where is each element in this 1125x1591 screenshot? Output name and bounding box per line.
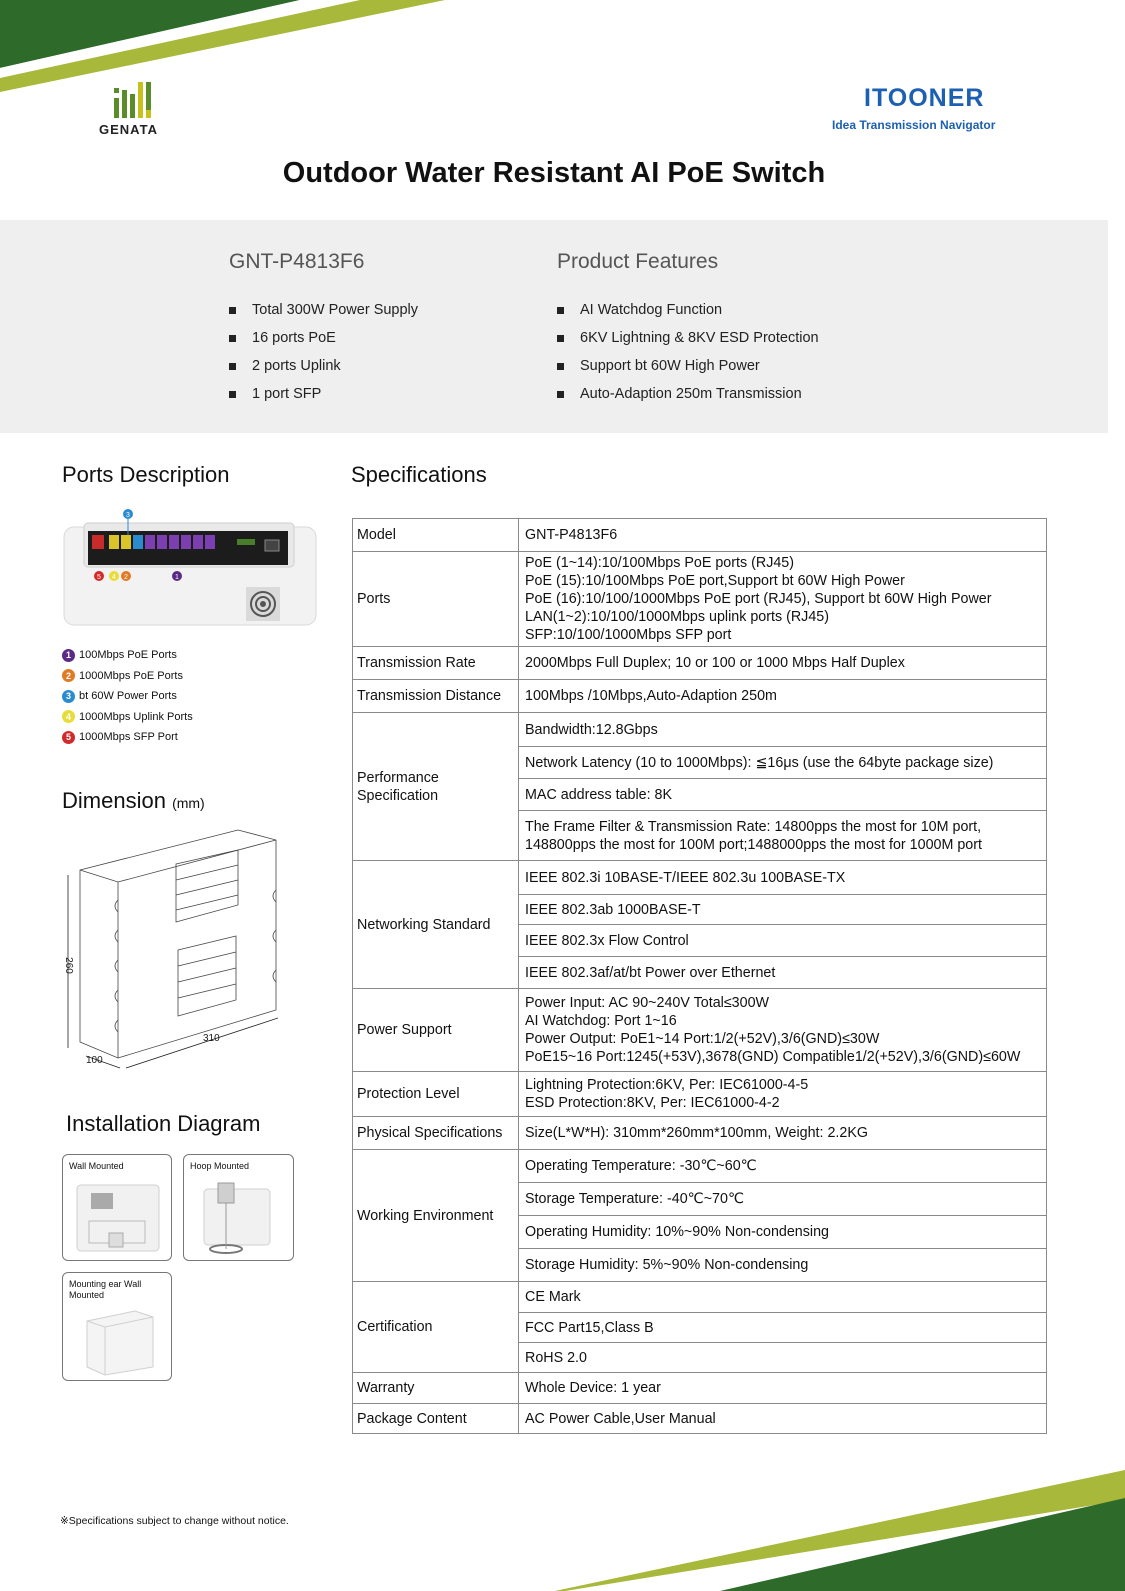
list-item: Total 300W Power Supply [229, 296, 418, 324]
spec-value: Whole Device: 1 year [519, 1373, 1047, 1404]
specifications-heading: Specifications [351, 462, 487, 487]
install-caption: Mounting ear Wall Mounted [69, 1279, 142, 1300]
itooner-tagline: Idea Transmission Navigator [832, 118, 996, 132]
spec-value: Storage Temperature: -40℃~70℃ [519, 1183, 1047, 1216]
spec-label: Power Support [353, 989, 519, 1072]
table-row [353, 1150, 1047, 1183]
ports-legend [62, 645, 193, 748]
hoop-mounted-image [198, 1179, 282, 1257]
number-badge-icon: 5 [62, 731, 75, 744]
list-item: 16 ports PoE [229, 324, 418, 352]
table-row [353, 647, 1047, 680]
spec-value: GNT-P4813F6 [519, 519, 1047, 552]
genata-logo [96, 82, 176, 142]
spec-value: Bandwidth:12.8Gbps [519, 713, 1047, 747]
itooner-logo-text: ITOONER [864, 84, 985, 112]
spec-value: PoE (1~14):10/100Mbps PoE ports (RJ45) PoE (15):10/100Mbps PoE port,Support bt 60W High Power PoE (16):10/100/1000Mbps PoE port (RJ45), Support bt 60W High Power LAN(1~2):10/100/1000Mbps uplink ports (RJ45) SFP:10/100/1000Mbps SFP port [519, 552, 1047, 647]
square-bullet-icon [557, 363, 564, 370]
table-row [353, 680, 1047, 713]
table-row [353, 1117, 1047, 1150]
features-column [557, 250, 819, 408]
footer-note: ※Specifications subject to change without notice. [60, 1515, 289, 1527]
spec-label: Model [353, 519, 519, 552]
spec-value: Size(L*W*H): 310mm*260mm*100mm, Weight: 2.2KG [519, 1117, 1047, 1150]
svg-text:4: 4 [112, 574, 116, 581]
spec-label: Certification [353, 1282, 519, 1373]
legend-item: 2 1000Mbps PoE Ports [62, 666, 193, 687]
table-row [353, 1404, 1047, 1434]
square-bullet-icon [557, 307, 564, 314]
install-caption: Wall Mounted [69, 1161, 124, 1171]
list-item: Support bt 60W High Power [557, 352, 819, 380]
spec-label: Performance Specification [353, 713, 519, 861]
spec-label: Networking Standard [353, 861, 519, 989]
list-item: 2 ports Uplink [229, 352, 418, 380]
table-row [353, 1282, 1047, 1313]
number-badge-icon: 2 [62, 669, 75, 682]
spec-value: IEEE 802.3ab 1000BASE-T [519, 895, 1047, 925]
spec-label: Working Environment [353, 1150, 519, 1282]
square-bullet-icon [557, 335, 564, 342]
square-bullet-icon [229, 391, 236, 398]
table-row [353, 1373, 1047, 1404]
svg-text:2: 2 [124, 574, 128, 581]
install-card-wall [62, 1154, 172, 1261]
svg-text:3: 3 [126, 512, 130, 519]
top-corner-stripes [0, 0, 460, 95]
spec-value: Network Latency (10 to 1000Mbps): ≦16μs (use the 64byte package size) [519, 747, 1047, 779]
spec-value: Power Input: AC 90~240V Total≤300W AI Watchdog: Port 1~16 Power Output: PoE1~14 Port:1/2(+52V),3/6(GND)≤30W PoE15~16 Port:1245(+53V),3678(GND) Compatible1/2(+52V),3/6(GND)≤60W [519, 989, 1047, 1072]
features-heading: Product Features [557, 250, 719, 273]
spec-label: Protection Level [353, 1072, 519, 1117]
spec-value: CE Mark [519, 1282, 1047, 1313]
install-caption: Hoop Mounted [190, 1161, 250, 1171]
spec-label: Package Content [353, 1404, 519, 1434]
features-list [557, 296, 819, 408]
spec-value: IEEE 802.3x Flow Control [519, 925, 1047, 957]
square-bullet-icon [229, 307, 236, 314]
spec-value: Operating Humidity: 10%~90% Non-condensing [519, 1216, 1047, 1249]
list-item: 1 port SFP [229, 380, 418, 408]
table-row [353, 519, 1047, 552]
square-bullet-icon [229, 363, 236, 370]
install-card-hoop [183, 1154, 294, 1261]
spec-value: Storage Humidity: 5%~90% Non-condensing [519, 1249, 1047, 1282]
square-bullet-icon [557, 391, 564, 398]
width-dimension-label: 310 [203, 1033, 220, 1044]
genata-logo-mark [96, 82, 176, 118]
table-row [353, 1072, 1047, 1117]
spec-label: Transmission Rate [353, 647, 519, 680]
number-badge-icon: 3 [62, 690, 75, 703]
switch-device-image [62, 505, 318, 630]
legend-item: 5 1000Mbps SFP Port [62, 727, 193, 748]
install-card-ear [62, 1272, 172, 1381]
dimension-drawing [58, 820, 290, 1075]
spec-label: Physical Specifications [353, 1117, 519, 1150]
spec-value: Lightning Protection:6KV, Per: IEC61000-4-5 ESD Protection:8KV, Per: IEC61000-4-2 [519, 1072, 1047, 1117]
list-item: 6KV Lightning & 8KV ESD Protection [557, 324, 819, 352]
table-row [353, 861, 1047, 895]
bottom-corner-stripes [555, 1470, 1125, 1591]
spec-label: Warranty [353, 1373, 519, 1404]
model-list [229, 296, 418, 408]
spec-value: FCC Part15,Class B [519, 1313, 1047, 1343]
model-column [229, 250, 418, 408]
legend-item: 3 bt 60W Power Ports [62, 686, 193, 707]
spec-value: MAC address table: 8K [519, 779, 1047, 811]
number-badge-icon: 1 [62, 649, 75, 662]
height-dimension-label: 260 [62, 957, 74, 974]
spec-value: 100Mbps /10Mbps,Auto-Adaption 250m [519, 680, 1047, 713]
wall-mounted-image [73, 1183, 163, 1255]
genata-logo-text: GENATA [99, 122, 158, 137]
spec-value: IEEE 802.3i 10BASE-T/IEEE 802.3u 100BASE-TX [519, 861, 1047, 895]
legend-item: 1 100Mbps PoE Ports [62, 645, 193, 666]
square-bullet-icon [229, 335, 236, 342]
number-badge-icon: 4 [62, 710, 75, 723]
table-row [353, 989, 1047, 1072]
list-item: AI Watchdog Function [557, 296, 819, 324]
model-heading: GNT-P4813F6 [229, 250, 365, 273]
table-row [353, 552, 1047, 647]
installation-heading: Installation Diagram [66, 1111, 261, 1136]
spec-value: Operating Temperature: -30℃~60℃ [519, 1150, 1047, 1183]
dimension-heading: Dimension (mm) [62, 788, 205, 813]
svg-text:1: 1 [175, 574, 179, 581]
specifications-table [352, 518, 1047, 1434]
spec-label: Transmission Distance [353, 680, 519, 713]
depth-dimension-label: 100 [86, 1055, 103, 1066]
legend-item: 4 1000Mbps Uplink Ports [62, 707, 193, 728]
spec-value: RoHS 2.0 [519, 1343, 1047, 1373]
spec-value: AC Power Cable,User Manual [519, 1404, 1047, 1434]
ear-mounted-image [81, 1305, 161, 1377]
svg-text:5: 5 [97, 574, 101, 581]
list-item: Auto-Adaption 250m Transmission [557, 380, 819, 408]
spec-value: IEEE 802.3af/at/bt Power over Ethernet [519, 957, 1047, 989]
ports-description-heading: Ports Description [62, 462, 230, 487]
feature-band [0, 220, 1108, 433]
table-row [353, 713, 1047, 747]
spec-value: 2000Mbps Full Duplex; 10 or 100 or 1000 Mbps Half Duplex [519, 647, 1047, 680]
page-title: Outdoor Water Resistant AI PoE Switch [282, 157, 826, 189]
spec-value: The Frame Filter & Transmission Rate: 14800pps the most for 10M port, 148800pps the most for 100M port;1488000pps the most for 1000M port [519, 811, 1047, 861]
itooner-logo [830, 84, 1020, 134]
spec-label: Ports [353, 552, 519, 647]
